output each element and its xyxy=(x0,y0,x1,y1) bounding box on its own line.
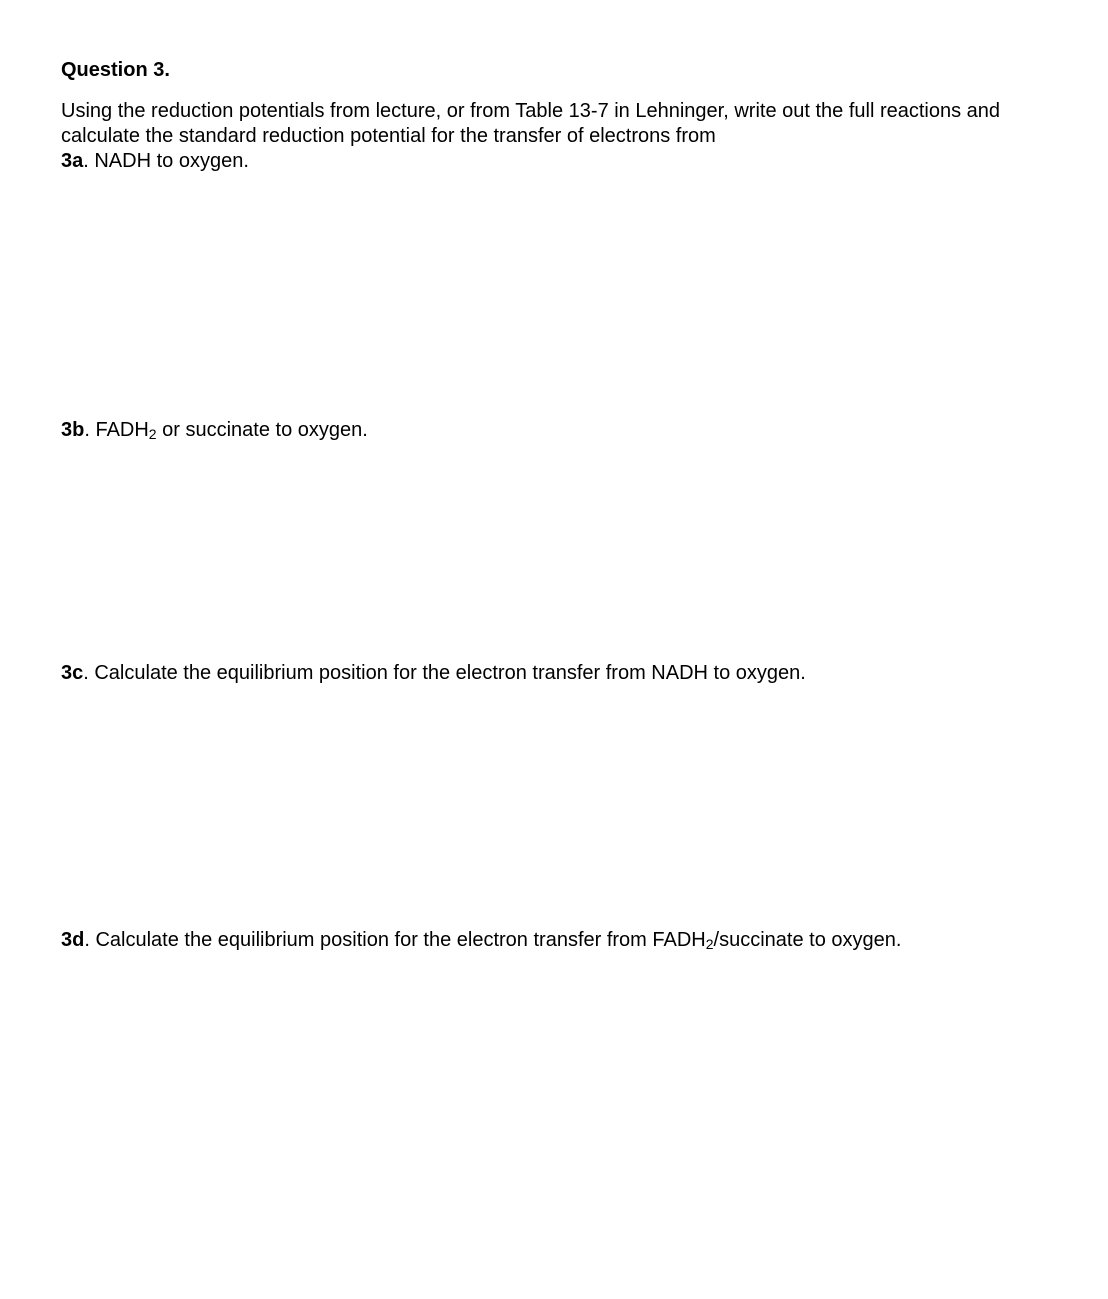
question-title: Question 3. xyxy=(61,59,170,81)
part-3d-subscript: 2 xyxy=(705,936,714,952)
part-3b-label: 3b xyxy=(61,419,85,441)
instructions-line-1: Using the reduction potentials from lecture, or from Table 13-7 in Lehninger, write out the full reactions and xyxy=(61,100,1001,122)
instructions-line-2: calculate the standard reduction potential for the transfer of electrons from xyxy=(61,125,716,147)
part-3d-text-end: /succinate to oxygen. xyxy=(713,929,902,951)
part-3d-prompt xyxy=(61,928,901,953)
part-3a-text: . NADH to oxygen. xyxy=(83,150,249,172)
part-3d-text: . Calculate the equilibrium position for the electron transfer from FADH xyxy=(84,929,706,951)
part-3b-subscript: 2 xyxy=(148,426,157,442)
question-instructions xyxy=(61,99,1071,149)
part-3c-text: . Calculate the equilibrium position for the electron transfer from NADH to oxygen. xyxy=(83,662,806,684)
part-3b-text-end: or succinate to oxygen. xyxy=(156,419,368,441)
part-3a-label: 3a xyxy=(61,150,84,172)
part-3a-prompt xyxy=(61,149,249,174)
part-3d-label: 3d xyxy=(61,929,85,951)
part-3b-prompt xyxy=(61,418,368,443)
part-3c-label: 3c xyxy=(61,662,84,684)
part-3c-prompt xyxy=(61,661,806,686)
part-3b-text: . FADH xyxy=(84,419,149,441)
